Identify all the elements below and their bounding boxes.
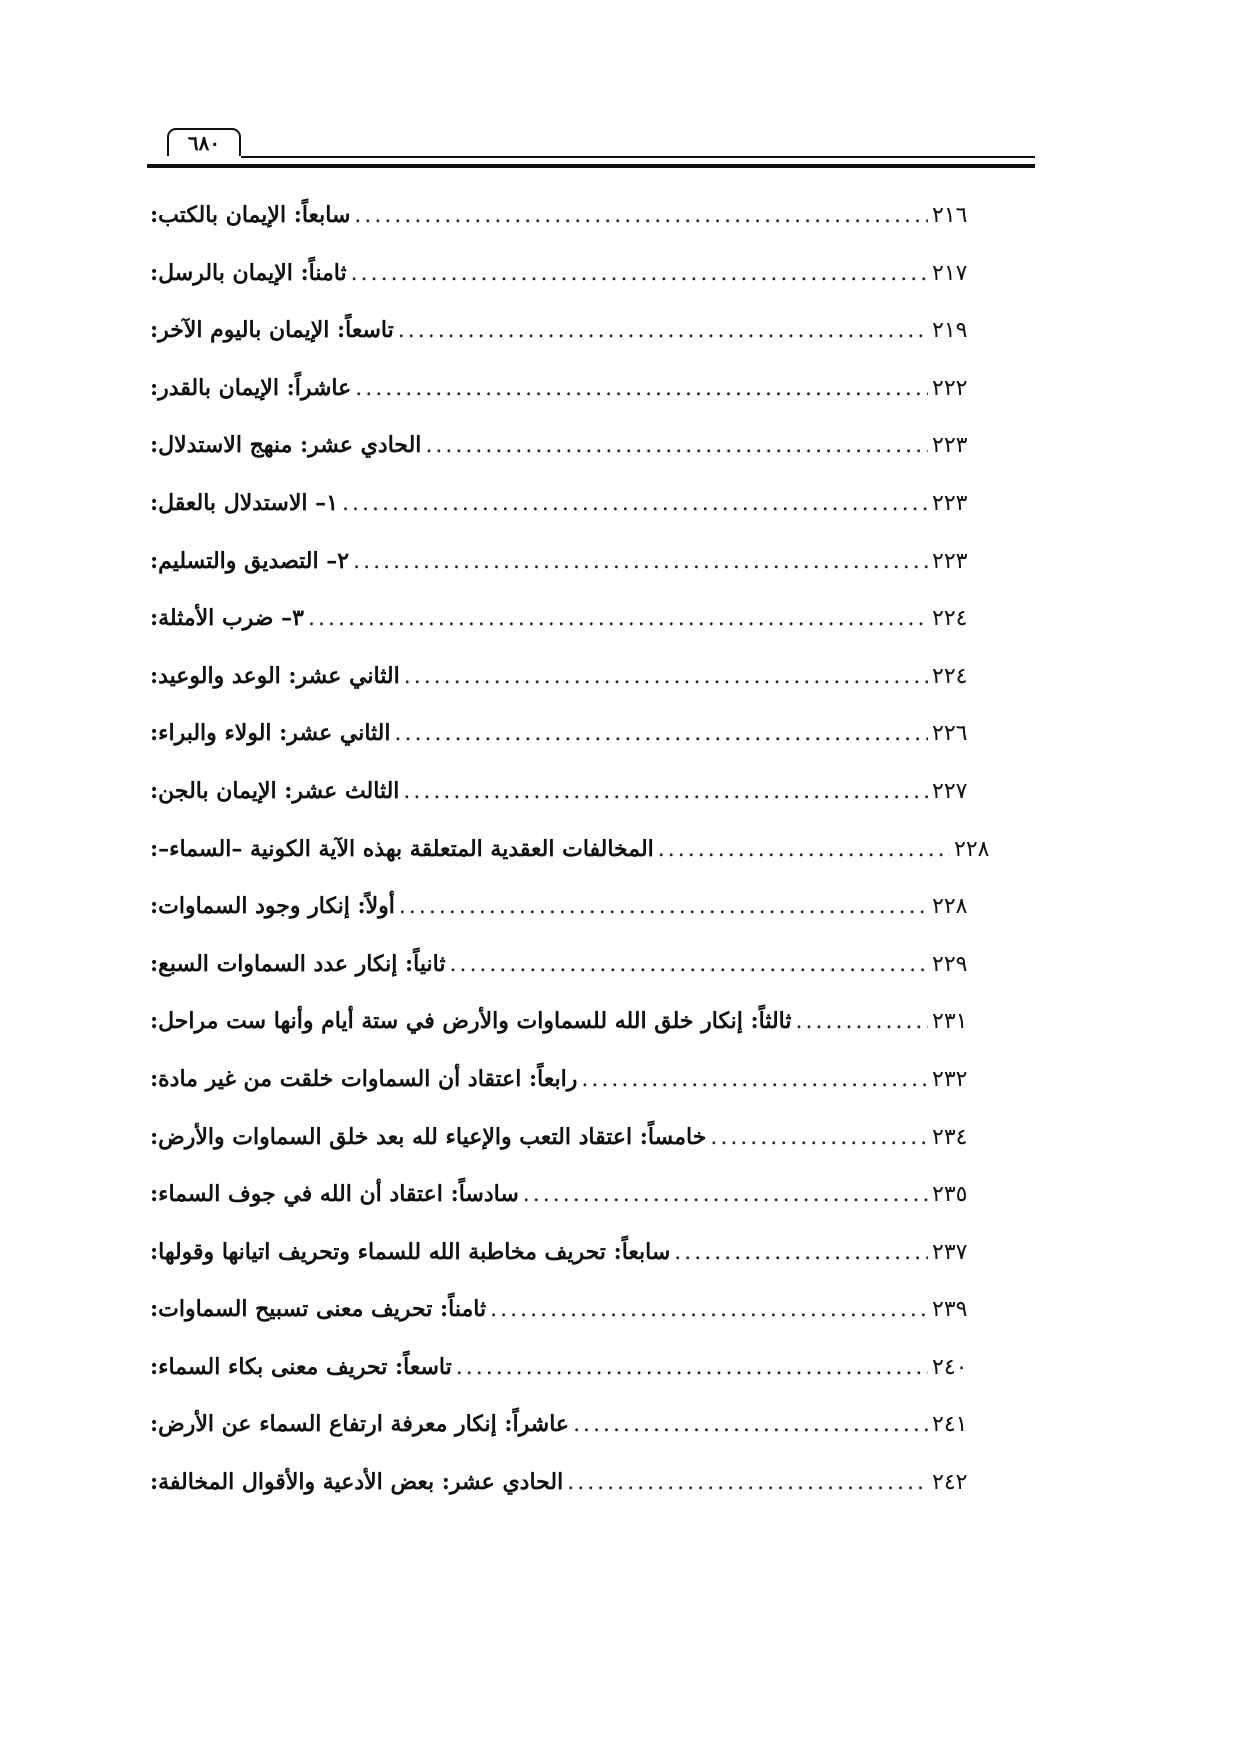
toc-entry — [150, 548, 1012, 606]
toc-entry — [150, 951, 1012, 1009]
toc-entry — [150, 432, 1012, 490]
toc-entry-title: ١– الاستدلال بالعقل: — [150, 489, 339, 516]
toc-dot-leader — [796, 1009, 928, 1034]
toc-entry-title: سابعاً: تحريف مخاطبة الله للسماء وتحريف اتيانها وقولها: — [150, 1238, 671, 1265]
toc-entry-title: ٣– ضرب الأمثلة: — [150, 605, 304, 632]
toc-dot-leader — [403, 779, 928, 804]
header-thick-rule — [147, 164, 1035, 168]
toc-entry — [150, 490, 1012, 548]
toc-dot-leader — [351, 261, 928, 286]
toc-entry — [150, 1411, 1012, 1469]
toc-dot-leader — [567, 1470, 928, 1495]
toc-dot-leader — [354, 203, 928, 228]
toc-entry-page: ٢٢٣ — [932, 490, 968, 516]
toc-dot-leader — [355, 376, 928, 401]
toc-entry-page: ٢٤٠ — [932, 1354, 968, 1380]
toc-entry — [150, 1296, 1012, 1354]
toc-entry-page: ٢١٦ — [932, 203, 968, 228]
toc-entry — [150, 317, 1012, 375]
toc-entry-page: ٢٢٧ — [932, 778, 968, 804]
toc-entry-page: ٢٢٨ — [932, 894, 968, 920]
toc-entry-page: ٢٢٦ — [932, 721, 968, 747]
toc-entry-title: تاسعاً: تحريف معنى بكاء السماء: — [150, 1353, 452, 1380]
toc-entry-page: ٢٣٥ — [932, 1182, 968, 1208]
toc-entry — [150, 1239, 1012, 1297]
toc-dot-leader — [573, 1412, 928, 1437]
toc-entry-page: ٢٣٢ — [932, 1066, 968, 1092]
page-header — [147, 128, 1035, 168]
toc-entry-title: ثالثاً: إنكار خلق الله للسماوات والأرض في ستة أيام وأنها ست مراحل: — [150, 1008, 792, 1035]
toc-entry-page: ٢٣٩ — [932, 1297, 968, 1323]
toc-entry-page: ٢٤١ — [932, 1412, 968, 1438]
toc-entry — [150, 375, 1012, 433]
toc-entry — [150, 202, 1012, 260]
toc-entry — [150, 778, 1012, 836]
toc-entry — [150, 1008, 1012, 1066]
toc-entry-page: ٢٢٤ — [932, 606, 968, 632]
toc-entry-title: الثاني عشر: الولاء والبراء: — [150, 720, 391, 747]
toc-dot-leader — [425, 433, 928, 458]
toc-entry-title: رابعاً: اعتقاد أن السماوات خلقت من غير مادة: — [150, 1065, 578, 1092]
toc-entry — [150, 605, 1012, 663]
toc-entry-page: ٢٢٣ — [932, 433, 968, 459]
toc-entry — [150, 663, 1012, 721]
toc-dot-leader — [449, 952, 928, 977]
toc-entry-title: عاشراً: الإيمان بالقدر: — [150, 374, 352, 401]
toc-dot-leader — [490, 1297, 928, 1322]
toc-entry-page: ٢٢٨ — [954, 836, 990, 862]
toc-dot-leader — [308, 606, 928, 631]
toc-dot-leader — [404, 664, 928, 689]
toc-entry-title: سابعاً: الإيمان بالكتب: — [150, 202, 351, 228]
toc-dot-leader — [658, 837, 950, 862]
toc-entry — [150, 893, 1012, 951]
toc-dot-leader — [342, 491, 928, 516]
page-number: ٦٨٠ — [167, 128, 241, 156]
toc-entry-page: ٢١٧ — [932, 260, 968, 286]
toc-entry — [150, 1124, 1012, 1182]
toc-entry-page: ٢٢٣ — [932, 548, 968, 574]
toc-entry-page: ٢٢٢ — [932, 375, 968, 401]
toc-entry-title: أولاً: إنكار وجود السماوات: — [150, 893, 395, 920]
toc-entry-title: الحادي عشر: منهج الاستدلال: — [150, 432, 422, 459]
toc-entry-title: ثانياً: إنكار عدد السماوات السبع: — [150, 950, 446, 977]
toc-entry-title: خامساً: اعتقاد التعب والإعياء لله بعد خلق السماوات والأرض: — [150, 1123, 707, 1150]
toc-dot-leader — [399, 894, 928, 919]
toc-entry-title: الحادي عشر: بعض الأدعية والأقوال المخالفة: — [150, 1469, 564, 1496]
toc-dot-leader — [710, 1125, 928, 1150]
toc-entry-page: ٢٢٤ — [932, 663, 968, 689]
toc-dot-leader — [394, 721, 928, 746]
toc-entry-title: الثاني عشر: الوعد والوعيد: — [150, 662, 400, 689]
toc-entry — [150, 836, 1012, 894]
toc-entry-page: ٢١٩ — [932, 318, 968, 344]
toc-entry — [150, 1469, 1012, 1527]
table-of-contents — [150, 202, 1012, 1527]
toc-dot-leader — [523, 1182, 928, 1207]
toc-entry — [150, 1354, 1012, 1412]
toc-dot-leader — [456, 1355, 928, 1380]
toc-entry-page: ٢٤٢ — [932, 1470, 968, 1496]
toc-entry-title: المخالفات العقدية المتعلقة بهذه الآية الكونية –السماء–: — [150, 835, 654, 862]
header-thin-rule — [241, 156, 1035, 158]
toc-entry-title: ثامناً: تحريف معنى تسبيح السماوات: — [150, 1296, 487, 1323]
toc-entry-title: ٢– التصديق والتسليم: — [150, 547, 350, 574]
toc-dot-leader — [353, 549, 928, 574]
toc-entry-title: ثامناً: الإيمان بالرسل: — [150, 259, 347, 286]
toc-entry-page: ٢٢٩ — [932, 951, 968, 977]
toc-entry-title: سادساً: اعتقاد أن الله في جوف السماء: — [150, 1181, 519, 1208]
toc-entry — [150, 1066, 1012, 1124]
toc-entry-title: الثالث عشر: الإيمان بالجن: — [150, 777, 400, 804]
toc-entry — [150, 720, 1012, 778]
toc-entry-page: ٢٣١ — [932, 1009, 968, 1035]
toc-dot-leader — [581, 1067, 928, 1092]
toc-entry-title: تاسعاً: الإيمان باليوم الآخر: — [150, 317, 394, 344]
toc-dot-leader — [674, 1240, 928, 1265]
toc-entry-page: ٢٣٧ — [932, 1239, 968, 1265]
toc-dot-leader — [398, 318, 928, 343]
toc-entry-title: عاشراً: إنكار معرفة ارتفاع السماء عن الأرض: — [150, 1411, 570, 1438]
toc-entry — [150, 260, 1012, 318]
toc-entry-page: ٢٣٤ — [932, 1124, 968, 1150]
toc-entry — [150, 1181, 1012, 1239]
